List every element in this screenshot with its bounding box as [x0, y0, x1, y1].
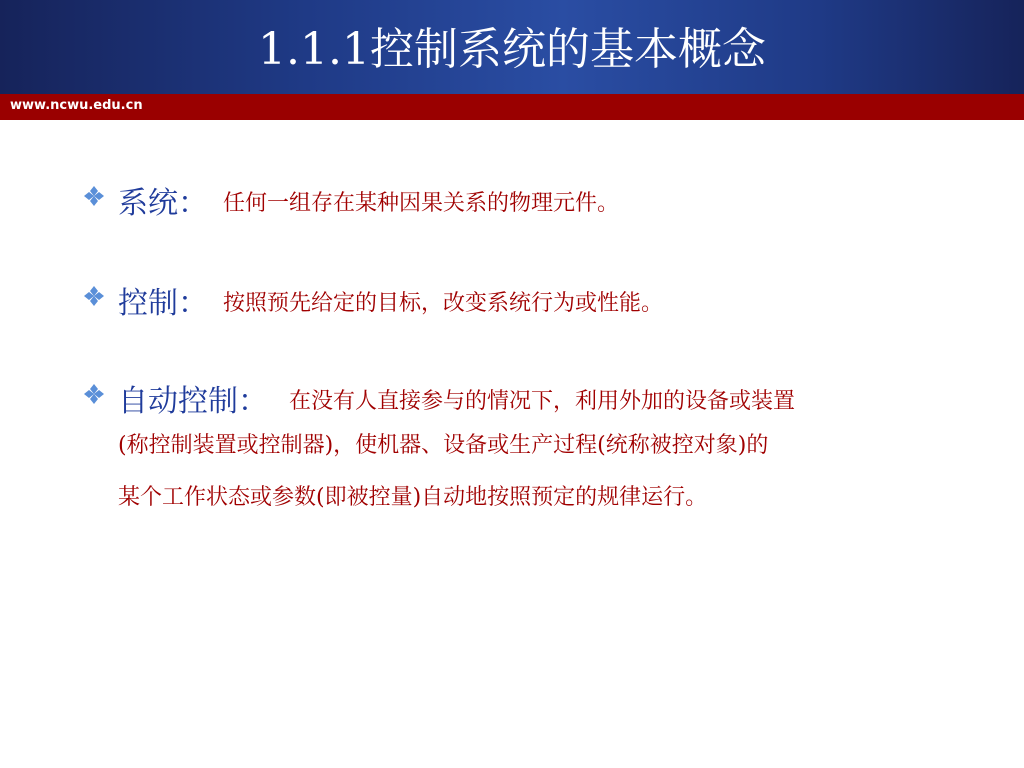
- term-description-line: 某个工作状态或参数(即被控量)自动地按照预定的规律运行。: [118, 485, 708, 510]
- site-url: www.ncwu.edu.cn: [10, 98, 143, 113]
- slide-title: 1.1.1控制系统的基本概念: [258, 24, 766, 75]
- term-description-line: 在没有人直接参与的情况下，利用外加的设备或装置: [289, 389, 796, 414]
- term-label: 控制：: [118, 286, 208, 321]
- diamond-bullet-icon: [80, 282, 108, 310]
- slide-header: [0, 0, 1024, 94]
- slide-content: [0, 120, 1024, 768]
- term-description: 任何一组存在某种因果关系的物理元件。: [223, 191, 620, 216]
- term-description-line: (称控制装置或控制器)，使机器、设备或生产过程(统称被控对象)的: [118, 433, 769, 458]
- url-bar: [0, 94, 1024, 120]
- term-label: 自动控制：: [118, 384, 268, 419]
- diamond-bullet-icon: [80, 380, 108, 408]
- term-description: 按照预先给定的目标，改变系统行为或性能。: [223, 291, 664, 316]
- term-label: 系统：: [118, 186, 208, 221]
- diamond-bullet-icon: [80, 182, 108, 210]
